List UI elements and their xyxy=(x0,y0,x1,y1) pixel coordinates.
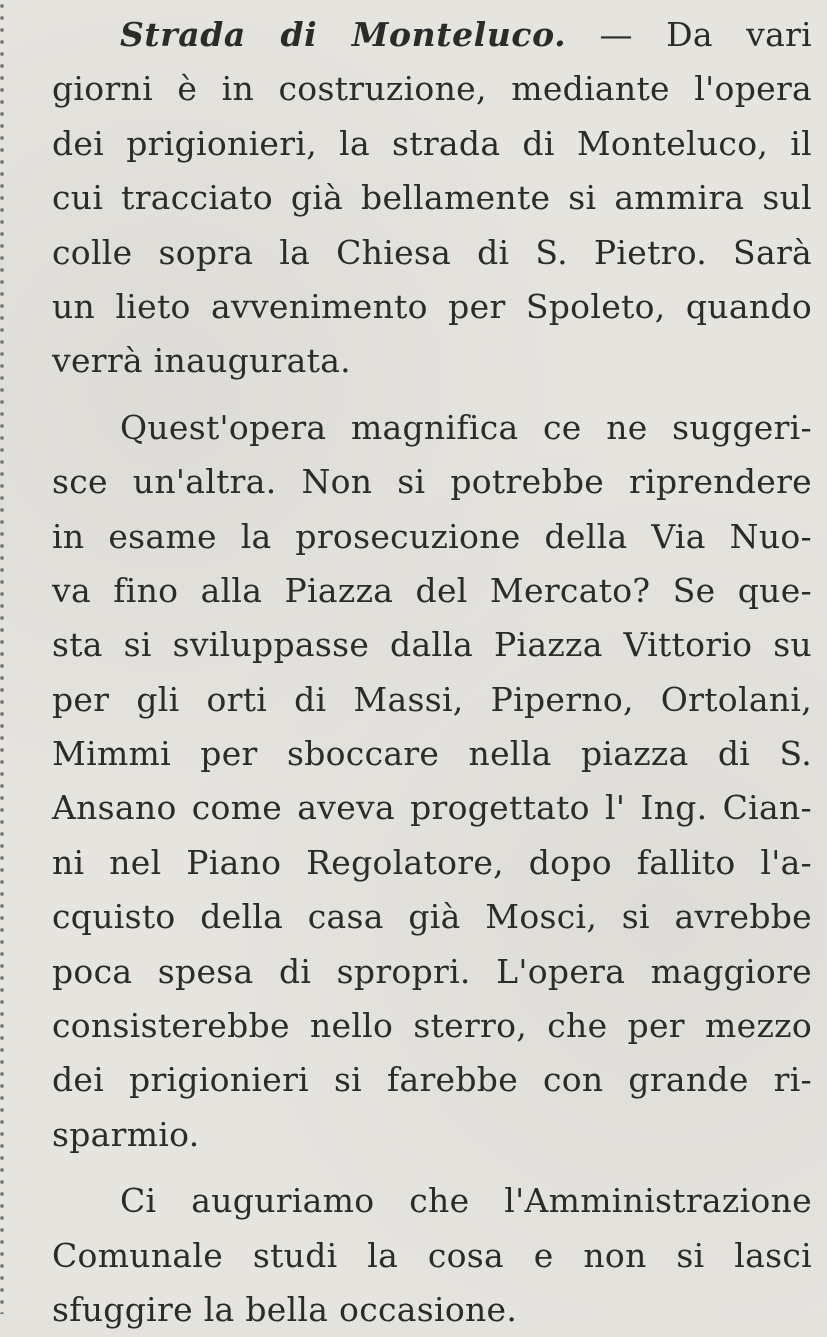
article-line: cui tracciato già bellamente si ammira sul xyxy=(52,178,812,218)
article-line: cquisto della casa già Mosci, si avrebbe xyxy=(52,897,812,937)
paragraph-gap xyxy=(52,1162,812,1174)
paragraph-gap xyxy=(52,389,812,401)
article-line: sce un'altra. Non si potrebbe riprendere xyxy=(52,462,812,502)
article-line: Mimmi per sboccare nella piazza di S. xyxy=(52,734,812,774)
article-line: consisterebbe nello sterro, che per mezzo xyxy=(52,1006,812,1046)
article-line: ni nel Piano Regolatore, dopo fallito l'a- xyxy=(52,842,812,882)
paragraph-1 xyxy=(52,8,812,389)
article-line: sta si sviluppasse dalla Piazza Vittorio su xyxy=(52,625,812,665)
article-line: colle sopra la Chiesa di S. Pietro. Sarà xyxy=(52,232,812,272)
article-line: per gli orti di Massi, Piperno, Ortolani, xyxy=(52,679,812,719)
article-line: poca spesa di spropri. L'opera maggiore xyxy=(52,951,812,991)
article-line xyxy=(52,8,812,62)
article-heading: Strada di Monteluco. xyxy=(120,15,567,54)
article-line: verrà inaugurata. xyxy=(52,341,351,381)
article-line: va fino alla Piazza del Mercato? Se que- xyxy=(52,570,812,610)
article-line: un lieto avvenimento per Spoleto, quando xyxy=(52,286,812,326)
article xyxy=(52,8,812,1337)
article-line: Comunale studi la cosa e non si lasci xyxy=(52,1235,812,1275)
paragraph-2 xyxy=(52,401,812,1162)
article-line: Quest'opera magnifica ce ne suggeri- xyxy=(120,407,812,447)
paragraph-3 xyxy=(52,1174,812,1337)
article-line: Ansano come aveva progettato l' Ing. Cian- xyxy=(52,788,812,828)
heading-continuation: — Da vari xyxy=(566,15,812,54)
article-line: sfuggire la bella occasione. xyxy=(52,1289,518,1329)
perforated-edge xyxy=(0,0,10,1314)
article-line: dei prigionieri si farebbe con grande ri- xyxy=(52,1060,812,1100)
article-line: in esame la prosecuzione della Via Nuo- xyxy=(52,516,812,556)
article-line: dei prigionieri, la strada di Monteluco, il xyxy=(52,123,812,163)
article-line: Ci auguriamo che l'Amministrazione xyxy=(120,1181,812,1221)
article-line: sparmio. xyxy=(52,1114,200,1154)
article-line: giorni è in costruzione, mediante l'opera xyxy=(52,69,812,109)
